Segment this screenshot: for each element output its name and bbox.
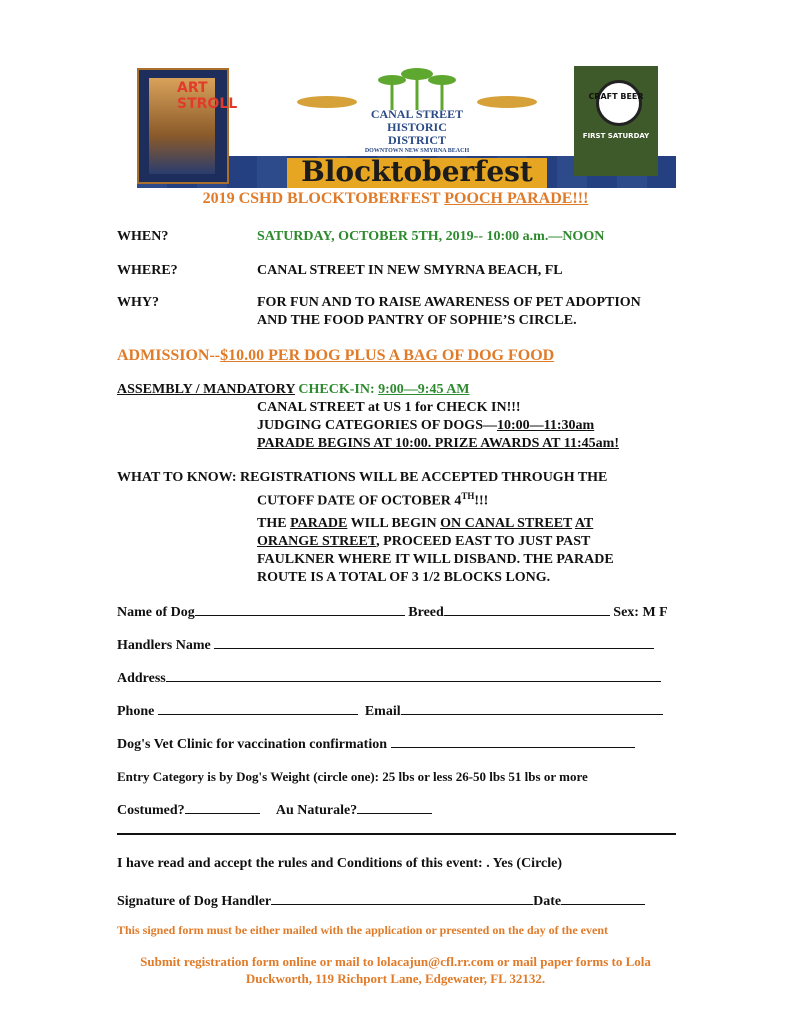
name-of-dog-label: Name of Dog	[117, 605, 195, 620]
address-field[interactable]	[166, 669, 661, 682]
route-parade: PARADE	[290, 516, 348, 531]
costumed-label: Costumed?	[117, 803, 185, 818]
when-label: WHEN?	[117, 229, 169, 244]
submit-line1: Submit registration form online or mail to lolacajun@cfl.rr.com or mail paper forms to Lola	[140, 954, 651, 969]
assembly-line1: CANAL STREET at US 1 for CHECK IN!!!	[257, 400, 521, 415]
submit-line2: Duckworth, 119 Richport Lane, Edgewater, FL 32132.	[245, 971, 546, 986]
when-value: SATURDAY, OCTOBER 5TH, 2019-- 10:00 a.m.—NOON	[257, 229, 605, 244]
know-label: WHAT TO KNOW:	[117, 470, 237, 485]
au-naturale-label: Au Naturale?	[275, 803, 358, 818]
why-value-2: AND THE FOOD PANTRY OF SOPHIE’S CIRCLE.	[257, 313, 577, 328]
admission-prefix: ADMISSION--	[117, 347, 221, 364]
route-line2	[257, 533, 590, 551]
vet-row	[117, 735, 635, 754]
handlers-name-field[interactable]	[214, 636, 654, 649]
why-label: WHY?	[117, 295, 159, 310]
craft-beer-title: CRAFT BEER	[588, 92, 644, 101]
route-orange: ORANGE STREET	[257, 534, 377, 549]
route-the: THE	[257, 516, 291, 531]
where-label: WHERE?	[117, 263, 178, 278]
art-stroll-poster	[137, 68, 238, 184]
logo-line2: HISTORIC DISTRICT	[387, 120, 447, 147]
title-prefix: 2019 CSHD BLOCKTOBERFEST	[202, 190, 445, 207]
breed-field[interactable]	[444, 603, 610, 616]
route-line4: ROUTE IS A TOTAL OF 3 1/2 BLOCKS LONG.	[257, 570, 551, 585]
art-stroll-title: ART STROLL	[177, 80, 238, 112]
event-name: Blocktoberfest	[301, 155, 533, 188]
know-text1: REGISTRATIONS WILL BE ACCEPTED THROUGH THE	[236, 470, 608, 485]
know-line1	[117, 469, 607, 487]
where-value: CANAL STREET IN NEW SMYRNA BEACH, FL	[257, 263, 563, 278]
sex-label[interactable]: Sex: M F	[613, 605, 668, 620]
email-label: Email	[364, 704, 401, 719]
assembly-line	[117, 381, 470, 399]
au-naturale-field[interactable]	[357, 801, 432, 814]
cutoff-sup: TH	[461, 491, 475, 501]
breed-label: Breed	[408, 605, 444, 620]
admission	[117, 346, 554, 366]
date-field[interactable]	[561, 892, 645, 905]
assembly-label: ASSEMBLY / MANDATORY	[117, 382, 295, 397]
craft-beer-poster	[574, 66, 658, 176]
accept-statement[interactable]: I have read and accept the rules and Conditions of this event: . Yes (Circle)	[117, 856, 563, 871]
signature-field[interactable]	[271, 892, 533, 905]
vet-field[interactable]	[391, 735, 635, 748]
assembly-line2	[257, 417, 594, 435]
header-banner	[137, 60, 676, 188]
costumed-field[interactable]	[185, 801, 260, 814]
logo-line1: CANAL STREET	[370, 107, 464, 121]
costume-row	[117, 801, 432, 820]
entry-category[interactable]: Entry Category is by Dog's Weight (circle one): 25 lbs or less 26-50 lbs 51 lbs or more	[117, 769, 588, 784]
logo-line3: DOWNTOWN NEW SMYRNA BEACH	[364, 148, 470, 154]
address-label: Address	[117, 671, 166, 686]
date-label: Date	[533, 894, 562, 909]
handlers-name-label: Handlers Name	[117, 638, 211, 653]
route-line1	[257, 515, 593, 533]
craft-beer-subtitle: FIRST SATURDAY	[582, 132, 650, 140]
signature-label: Signature of Dog Handler	[117, 894, 272, 909]
title-underlined: POOCH PARADE!!!	[444, 190, 589, 207]
phone-field[interactable]	[158, 702, 358, 715]
cutoff-end: !!!	[474, 493, 489, 509]
route-proceed: , PROCEED EAST TO JUST PAST	[376, 534, 591, 549]
admission-price: $10.00 PER DOG PLUS A BAG OF DOG FOOD	[220, 347, 555, 364]
form-note: This signed form must be either mailed with the application or presented on the day of the event	[117, 923, 608, 937]
judging-label: JUDGING CATEGORIES OF DOGS—	[257, 418, 497, 433]
why-value: FOR FUN AND TO RAISE AWARENESS OF PET ADOPTION	[257, 295, 641, 310]
route-canal: ON CANAL STREET	[440, 516, 573, 531]
route-will: WILL BEGIN	[347, 516, 441, 531]
phone-label: Phone	[117, 704, 155, 719]
checkin-time: 9:00—9:45 AM	[378, 382, 470, 397]
judging-time: 10:00—11:30am	[496, 418, 595, 433]
cutoff-text: CUTOFF DATE OF OCTOBER 4	[257, 493, 462, 509]
assembly-line3: PARADE BEGINS AT 10:00. PRIZE AWARDS AT 11:45am!	[257, 436, 619, 451]
palm-trees-icon	[287, 62, 547, 112]
submit-instructions	[60, 953, 731, 987]
handler-row	[117, 636, 654, 655]
name-of-dog-field[interactable]	[195, 603, 405, 616]
route-line3: FAULKNER WHERE IT WILL DISBAND. THE PARADE	[257, 552, 614, 567]
know-line2	[257, 487, 488, 511]
vet-label: Dog's Vet Clinic for vaccination confirmation	[117, 737, 388, 752]
page-title	[0, 189, 791, 209]
contact-row	[117, 702, 663, 721]
signature-row	[117, 892, 645, 911]
cshd-logo	[287, 62, 547, 154]
address-row	[117, 669, 661, 688]
route-at: AT	[574, 516, 594, 531]
dog-row	[117, 603, 668, 622]
divider	[117, 833, 676, 835]
email-field[interactable]	[401, 702, 663, 715]
checkin-label: CHECK-IN:	[294, 382, 379, 397]
